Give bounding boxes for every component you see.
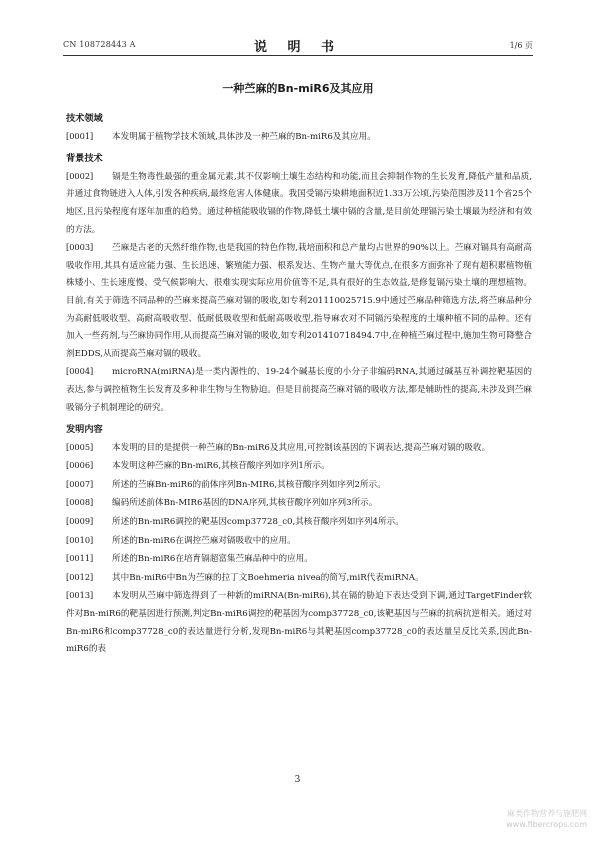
paragraph-number: [0006] <box>66 460 94 471</box>
watermark-url: www.fibercrops.com <box>506 820 587 829</box>
paragraph <box>66 128 532 147</box>
paragraph-number: [0011] <box>66 553 94 564</box>
page-number: 3 <box>294 775 301 785</box>
watermark <box>506 808 587 830</box>
paragraph <box>66 168 532 239</box>
section-heading: 背景技术 <box>66 153 103 165</box>
document-body <box>66 110 532 659</box>
paragraph <box>66 513 532 532</box>
paragraph-text: microRNA(miRNA)是一类内源性的、19-24个碱基长度的小分子非编码RNA,其通过碱基互补调控靶基因的表达,参与调控植物生长发育及多种非生物与生物胁迫。但是目前提高苎麻对镉的吸收方法,都是辅助性的提高,未涉及到苎麻吸镉分子机制理论的研究。 <box>66 367 532 413</box>
paragraph-text: 苎麻是古老的天然纤维作物,也是我国的特色作物,栽培面积和总产量均占世界的90%以上。苎麻对镉具有高耐高吸收作用,其具有适应能力强、生长迅速、繁殖能力强、根系发达、生物产量大等优点,在很多方面弥补了现有超积累植物植株矮小、生长速度慢、受气候影响大、很难实现实际应用价值等不足,具有很好的生态效益,是修复镉污染土壤的理想植物。目前,有关于筛选不同品种的苎麻来提高苎麻对镉的吸收,如专利201110025715.9中通过苎麻品种筛选方法,将苎麻品种分为高耐低吸收型、高耐高吸收型、低耐低吸收型和低耐高吸收型,指导麻农对不同镉污染程度的土壤种植不同的品种。还有加入一些药剂,与苎麻协同作用,从而提高苎麻对镉的吸收,如专利201410718494.7中,在种植苎麻过程中,施加生物可降整合剂EDDS,从而提高苎麻对镉的吸收。 <box>66 243 532 359</box>
paragraph-text: 本发明的目的是提供一种苎麻的Bn-miR6及其应用,可控制该基因的下调表达,提高苎麻对镉的吸收。 <box>112 442 491 453</box>
paragraph-text: 编码所述前体Bn-MIR6基因的DNA序列,其核苷酸序列如序列3所示。 <box>112 498 378 509</box>
page-reference: 1/6 页 <box>509 41 533 50</box>
paragraph-number: [0008] <box>66 497 94 508</box>
document-title: 一种苎麻的Bn-miR6及其应用 <box>222 82 374 95</box>
section-heading: 发明内容 <box>66 424 103 436</box>
paragraph-number: [0010] <box>66 534 94 545</box>
header-title: 说 明 书 <box>253 40 343 55</box>
header-rule <box>63 55 533 56</box>
paragraph <box>66 494 532 513</box>
paragraph-text: 所述的Bn-miR6在调控苎麻对镉吸收中的应用。 <box>112 535 296 546</box>
paragraph-text: 镉是生物毒性最强的重金属元素,其不仅影响土壤生态结构和功能,而且会抑制作物的生长发育,降低产量和品质,并通过食物链进入人体,引发各种疾病,最终危害人体健康。我国受镉污染耕地面积近1.33万公顷,污染范围涉及11个省25个地区,且污染程度有逐年加重的趋势。通过种植能吸收镉的作物,降低土壤中镉的含量,是目前处理镉污染土壤最为经济和有效的方法。 <box>66 171 532 235</box>
paragraph-number: [0007] <box>66 478 94 489</box>
paragraph <box>66 439 532 458</box>
paragraph-text: 所述的苎麻Bn-miR6的前体序列Bn-MIR6,其核苷酸序列如序列2所示。 <box>112 479 386 490</box>
paragraph-text: 所述的Bn-miR6调控的靶基因comp37728_c0,其核苷酸序列如序列4所示。 <box>112 517 404 528</box>
paragraph <box>66 587 532 658</box>
publication-number: CN 108728443 A <box>63 40 136 49</box>
paragraph-number: [0001] <box>66 130 94 141</box>
paragraph-number: [0003] <box>66 242 94 253</box>
paragraph-number: [0005] <box>66 441 94 452</box>
paragraph <box>66 569 532 588</box>
section-heading: 技术领域 <box>66 113 103 124</box>
paragraph-number: [0009] <box>66 516 94 527</box>
paragraph <box>66 457 532 476</box>
paragraph-number: [0013] <box>66 590 94 601</box>
watermark-name: 麻类作物营养与施肥网 <box>507 809 587 818</box>
paragraph-number: [0012] <box>66 571 94 582</box>
page-header <box>63 36 533 55</box>
paragraph-text: 所述的Bn-miR6在培育镉超富集苎麻品种中的应用。 <box>112 554 313 565</box>
paragraph-number: [0002] <box>66 170 94 181</box>
paragraph-text: 本发明属于植物学技术领域,具体涉及一种苎麻的Bn-miR6及其应用。 <box>112 131 376 142</box>
paragraph <box>66 363 532 417</box>
paragraph <box>66 550 532 569</box>
paragraph-text: 本发明这种苎麻的Bn-miR6,其核苷酸序列如序列1所示。 <box>112 461 330 472</box>
paragraph-text: 其中Bn-miR6中Bn为苎麻的拉丁文Boehmeria nivea的简写,miR代表miRNA。 <box>112 572 424 583</box>
paragraph-number: [0004] <box>66 366 94 377</box>
paragraph <box>66 476 532 495</box>
paragraph <box>66 532 532 551</box>
paragraph <box>66 239 532 363</box>
paragraph-text: 本发明从苎麻中筛选得到了一种新的miRNA(Bn-miR6),其在镉的胁迫下表达受到下调,通过TargetFinder软件对Bn-miR6的靶基因进行预测,判定Bn-miR6调控的靶基因为comp37728_c0,该靶基因与苎麻的抗病抗逆相关。通过对Bn-miR6和comp37728_c0的表达量进行分析,发现Bn-miR6与其靶基因comp37728_c0的表达量呈反比关系,因此Bn-miR6的表 <box>66 591 532 655</box>
